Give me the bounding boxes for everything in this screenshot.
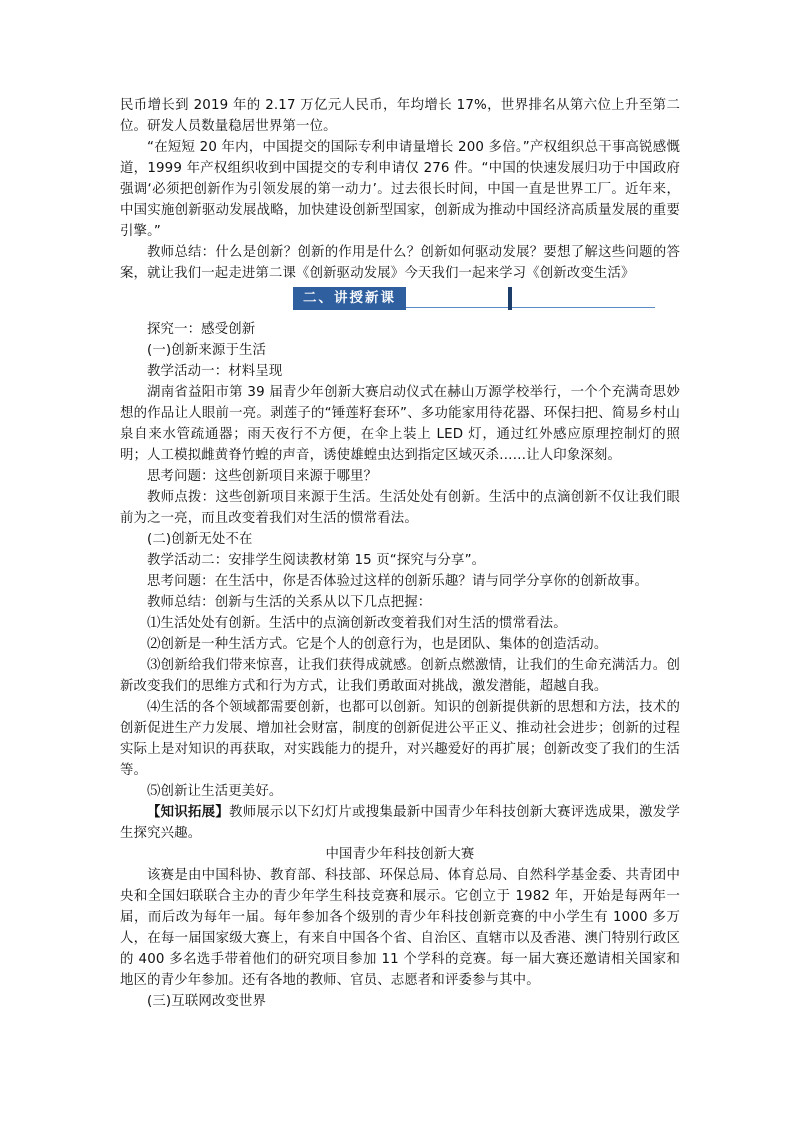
question: 思考问题：在生活中，你是否体验过这样的创新乐趣？请与同学分享你的创新故事。 xyxy=(147,574,649,589)
paragraph: 湖南省益阳市第 39 届青少年创新大赛启动仪式在赫山万源学校举行，一个个充满奇思妙想的作品让人眼前一亮。剥莲子的“锤莲籽套环”、多功能家用待花器、环保扫把、简易乡村山泉自来水管疏通器；雨天夜行不方便，在伞上装上 LED 灯，通过红外感应原理控制灯的照明；人工模拟雌黄脊竹蝗的声音，诱使雄蝗虫达到指定区域灭杀……让人印象深刻。 xyxy=(120,385,680,463)
paragraph: “在短短 20 年内，中国提交的国际专利申请量增长 200 多倍。”产权组织总干事高锐感慨道，1999 年产权组织收到中国提交的专利申请仅 276 件。“中国的快速发展归功于中国政府强调‘必须把创新作为引领发展的第一动力’。过去很长时间，中国一直是世界工厂。近年来，中国实施创新驱动发展战略，加快建设创新型国家，创新成为推动中国经济高质量发展的重要引擎。” xyxy=(120,140,680,239)
paragraph: 教师总结：什么是创新？创新的作用是什么？创新如何驱动发展？要想了解这些问题的答案，就让我们一起走进第二课《创新驱动发展》今天我们一起来学习《创新改变生活》 xyxy=(120,245,680,281)
list-item: ⑴生活处处有创新。生活中的点滴创新改变着我们对生活的惯常看法。 xyxy=(147,616,567,631)
question: 思考问题：这些创新项目来源于哪里？ xyxy=(147,469,378,484)
subheading: (一)创新来源于生活 xyxy=(147,343,267,358)
paragraph: 教师点拨：这些创新项目来源于生活。生活处处有创新。生活中的点滴创新不仅让我们眼前为之一亮，而且改变着我们对生活的惯常看法。 xyxy=(120,490,680,526)
contest-heading: 中国青少年科技创新大赛 xyxy=(325,847,475,862)
knowledge-text: 教师展示以下幻灯片或搜集最新中国青少年科技创新大赛评选成果，激发学生探究兴趣。 xyxy=(120,805,681,841)
subheading: (二)创新无处不在 xyxy=(147,532,253,547)
subheading: (三)互联网改变世界 xyxy=(147,994,267,1009)
explore-heading: 探究一：感受创新 xyxy=(147,322,256,337)
activity-label: 教学活动一：材料呈现 xyxy=(147,364,283,379)
summary-label: 教师总结：创新与生活的关系从以下几点把握： xyxy=(147,595,432,610)
section-title-edge xyxy=(508,287,512,310)
section-banner xyxy=(120,285,680,315)
document-page xyxy=(120,95,680,1012)
knowledge-extension xyxy=(120,802,680,844)
paragraph: 民币增长到 2019 年的 2.17 万亿元人民币，年均增长 17%，世界排名从第六位上升至第二位。研发人员数量稳居世界第一位。 xyxy=(120,98,680,134)
contest-paragraph: 该赛是由中国科协、教育部、科技部、环保总局、体育总局、自然科学基金委、共青团中央和全国妇联联合主办的青少年学生科技竞赛和展示。它创立于 1982 年，开始是每两年一届，而后改为每年一届。每年参加各个级别的青少年科技创新竞赛的中小学生有 1000 多万人，在每一届国家级大赛上，有来自中国各个省、自治区、直辖市以及香港、澳门特别行政区的 400 多名选手带着他们的研究项目参加 11 个学科的竞赛。每一届大赛还邀请相关国家和地区的青少年参加。还有各地的教师、官员、志愿者和评委参与其中。 xyxy=(120,868,680,988)
knowledge-tag: 【知识拓展】 xyxy=(147,805,230,820)
list-item: ⑷生活的各个领域都需要创新，也都可以创新。知识的创新提供新的思想和方法，技术的创新促进生产力发展、增加社会财富，制度的创新促进公平正义、推动社会进步；创新的过程实际上是对知识的再获取，对实践能力的提升，对兴趣爱好的再扩展；创新改变了我们的生活等。 xyxy=(120,700,680,778)
list-item: ⑸创新让生活更美好。 xyxy=(147,784,283,799)
list-item: ⑶创新给我们带来惊喜，让我们获得成就感。创新点燃激情，让我们的生命充满活力。创新改变我们的思维方式和行为方式，让我们勇敢面对挑战，激发潜能，超越自我。 xyxy=(120,658,680,694)
section-title: 二、讲授新课 xyxy=(293,287,406,310)
activity-label: 教学活动二：安排学生阅读教材第 15 页“探究与分享”。 xyxy=(147,553,486,568)
list-item: ⑵创新是一种生活方式。它是个人的创意行为，也是团队、集体的创造活动。 xyxy=(147,637,608,652)
